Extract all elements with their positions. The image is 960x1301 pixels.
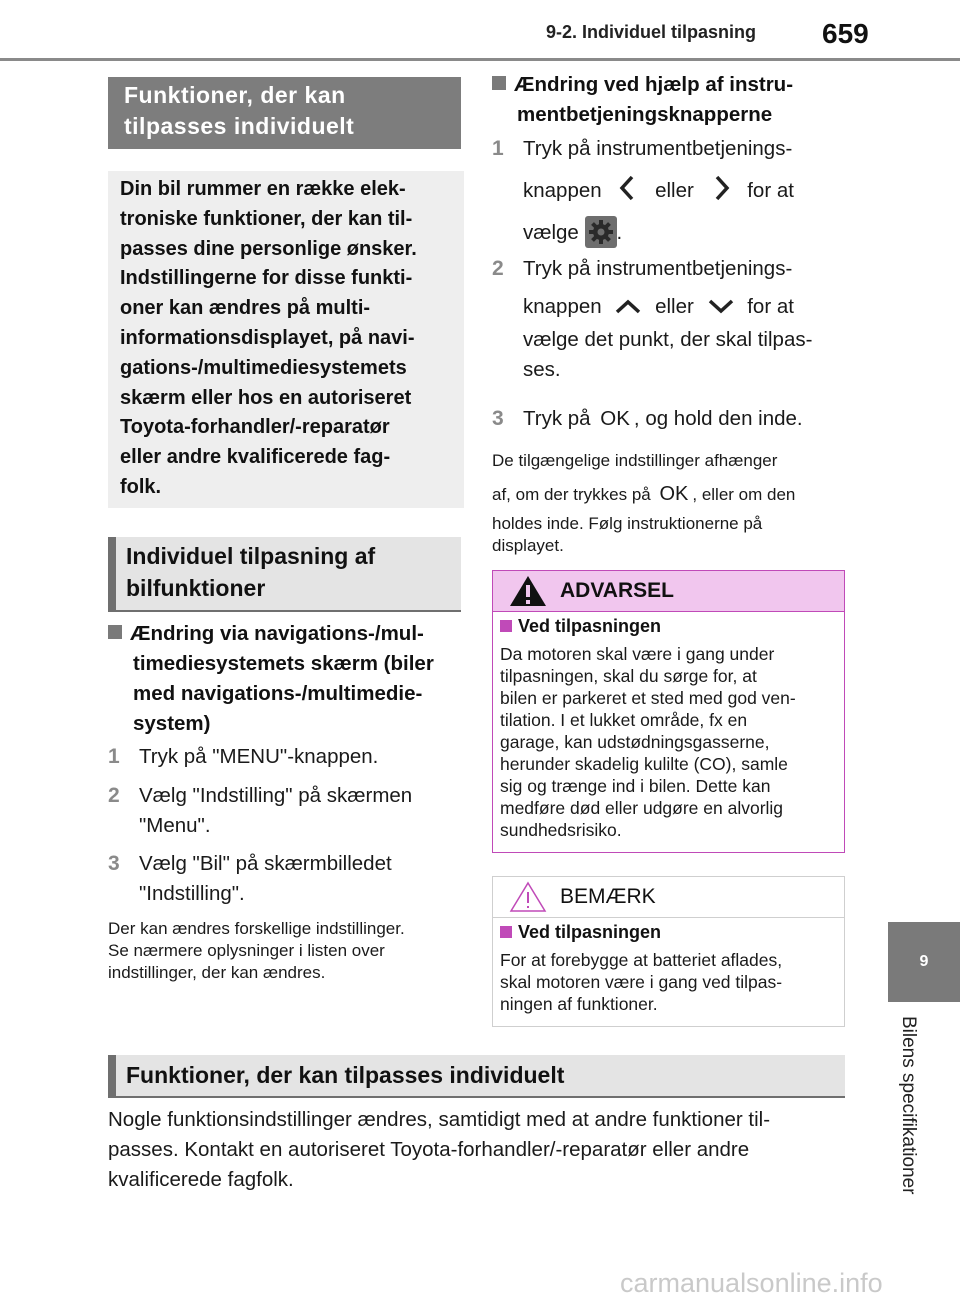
step-text: Tryk på instrumentbetjenings- [523, 257, 793, 280]
subheading-line: bilfunktioner [126, 575, 266, 601]
notice-title: BEMÆRK [560, 885, 656, 908]
warning-box [492, 570, 845, 853]
feature-box-title-line: Funktioner, der kan [124, 82, 346, 108]
ok-button-label: OK [600, 407, 630, 430]
step-text: Tryk på instrumentbetjenings- [523, 137, 793, 160]
bullet-heading-nav: Ændring via navigations-/mul- timediesystemets skærm (biler med navigations-/multimedie- system) [108, 619, 468, 739]
step-text: Vælg "Indstilling" på skærmen [139, 784, 413, 807]
step-number: 2 [492, 257, 504, 280]
step-text: "Menu". [139, 814, 211, 837]
subheading-line: Individuel tilpasning af [126, 543, 376, 569]
chevron-down-icon [706, 293, 736, 319]
bullet-square-icon [492, 76, 506, 90]
bullet-square-icon [500, 926, 512, 938]
intro-line: Toyota-forhandler/-reparatør [120, 416, 390, 439]
notice-box [492, 876, 845, 1027]
gear-icon [585, 216, 617, 248]
section-title: 9-2. Individuel tilpasning [546, 22, 757, 42]
feature-box-title-line: tilpasses individuelt [124, 113, 355, 139]
intro-line: eller andre kvalificerede fag- [120, 446, 391, 469]
subheading-individual [108, 537, 461, 612]
intro-line: oner kan ændres på multi- [120, 297, 371, 320]
step-text: Vælg "Bil" på skærmbilledet [139, 852, 392, 875]
intro-line: skærm eller hos en autoriseret [120, 386, 412, 409]
step-item [108, 742, 468, 772]
notice-header [493, 877, 844, 918]
step-number: 3 [492, 407, 504, 430]
intro-line: Din bil rummer en række elek- [120, 178, 406, 200]
step-item: 1 Tryk på instrumentbetjenings- knappen eller for at vælge . [492, 134, 852, 254]
step-text: "Indstilling". [139, 882, 245, 905]
page-number: 659 [822, 18, 869, 49]
chevron-right-icon [706, 173, 736, 203]
intro-line: troniske funktioner, der kan til- [120, 207, 413, 230]
bullet-square-icon [500, 620, 512, 632]
bullet-square-icon [108, 625, 122, 639]
notice-body: Ved tilpasningen For at forebygge at batteriet aflades, skal motoren være i gang ved tilpas- ningen af funktioner. [500, 922, 783, 1014]
intro-line: passes dine personlige ønsker. [120, 237, 417, 260]
intro-line: folk. [120, 475, 162, 498]
intro-line: gations-/multimediesystemets [120, 356, 407, 379]
step-item: 3 Tryk på OK , og hold den inde. [492, 404, 852, 434]
notice-triangle-icon [509, 881, 547, 913]
chevron-left-icon [613, 173, 643, 203]
right-note: De tilgængelige indstillinger afhænger af, om der trykkes på OK , eller om den holdes inde. Følg instruktionerne på displayet. [492, 451, 796, 555]
step-number: 1 [492, 137, 504, 160]
bullet-heading-buttons: Ændring ved hjælp af instru- mentbetjeningsknapperne [492, 70, 852, 130]
warning-header [493, 571, 844, 612]
left-note: Der kan ændres forskellige indstillinger. Se nærmere oplysninger i listen over indstillinger, der kan ændres. [108, 919, 405, 982]
step-item [108, 781, 468, 841]
header-rule [0, 58, 960, 61]
step-item: 2 Tryk på instrumentbetjenings- knappen eller for at vælge det punkt, der skal tilpas- ses. [492, 254, 852, 384]
intro-line: Indstillingerne for disse funkti- [120, 267, 413, 290]
step-item [108, 849, 468, 909]
step-number: 2 [108, 784, 120, 807]
step-number: 1 [108, 745, 120, 768]
feature-box-title [108, 77, 461, 149]
warning-triangle-icon [509, 575, 547, 607]
chapter-title: Bilens specifikationer [898, 1016, 919, 1195]
warning-title: ADVARSEL [560, 579, 674, 602]
intro-line: informationsdisplayet, på navi- [120, 326, 415, 349]
ok-button-label: OK [659, 483, 689, 505]
watermark: carmanualsonline.info [620, 1268, 883, 1298]
subheading-customizable: Funktioner, der kan tilpasses individuelt [108, 1055, 845, 1098]
chevron-up-icon [613, 293, 643, 319]
warning-body: Ved tilpasningen Da motoren skal være i gang under tilpasningen, skal du sørge for, at bilen er parkeret et sted med god ven- tilation. I et lukket område, fx en garage, kan udstødningsgasserne, herunder skadelig kulilte (CO), samle sig og trænge ind i bilen. Dette kan medføre død eller udgøre en alvorlig sundhedsrisiko. [500, 616, 796, 840]
chapter-tab[interactable]: 9 [888, 922, 960, 1002]
step-text: Tryk på "MENU"-knappen. [139, 745, 379, 768]
bottom-paragraph: Nogle funktionsindstillinger ændres, samtidigt med at andre funktioner til- passes. Kontakt en autoriseret Toyota-forhandler/-reparatør eller andre kvalificerede fagfolk. [108, 1108, 771, 1191]
step-number: 3 [108, 852, 120, 875]
intro-box [108, 171, 464, 508]
